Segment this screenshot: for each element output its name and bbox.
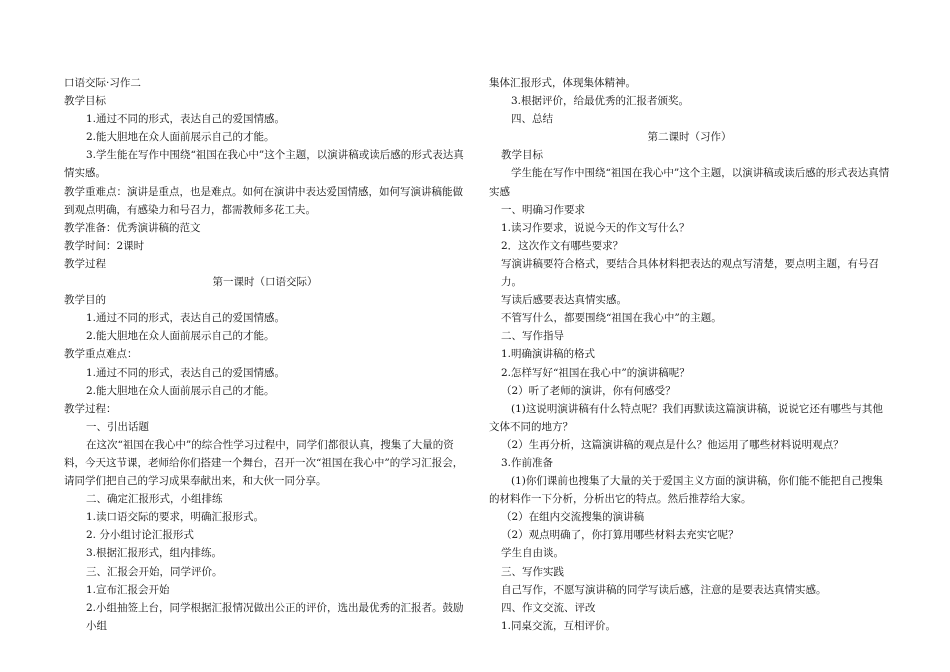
left-paragraph: 在这次“祖国在我心中”的综合性学习过程中，同学们都很认真，搜集了大量的资料，今天这节课，老师给你们搭建一个舞台，召开一次“祖国在我心中”的学习汇报会，请同学们把自己的学习成果奉献出来，和大伙一同分享。 [64,438,464,488]
right-column [489,74,890,635]
right-paragraph: 2．这次作文有哪些要求？ [501,239,624,252]
right-paragraph: 一、明确习作要求 [501,203,585,216]
right-paragraph: 自己写作，不愿写演讲稿的同学写读后感，注意的是要表达真情实感。 [501,583,827,596]
right-paragraph: 二、写作指导 [501,330,564,343]
left-paragraph: 2.小组抽签上台，同学根据汇报情况做出公正的评价，选出最优秀的汇报者。鼓励小组 [86,601,464,632]
right-paragraph: (1)这说明演讲稿有什么特点呢？我们再默读这篇演讲稿，说说它还有哪些与其他文体不同的地方？ [489,402,883,433]
left-paragraph: 2.能大胆地在众人面前展示自己的才能。 [86,131,275,144]
right-paragraph: 写读后感要表达真情实感。 [501,294,627,307]
left-paragraph: 教学过程： [64,402,117,415]
right-paragraph: 第二课时（习作） [647,131,732,144]
right-paragraph: 三、写作实践 [501,565,564,578]
left-paragraph: 二、确定汇报形式，小组排练 [86,493,223,506]
right-paragraph: 3.根据评价，给最优秀的汇报者颁奖。 [511,95,690,108]
right-paragraph: 2.怎样写好“祖国在我心中”的演讲稿呢？ [501,366,690,379]
right-paragraph: 四、作文交流、评改 [501,601,596,614]
left-column [64,74,466,635]
left-paragraph: 教学目标 [64,95,106,108]
left-paragraph: 教学重点难点： [64,348,138,361]
left-paragraph: 第一课时（口语交际） [212,276,318,289]
right-paragraph: （2）生再分析，这篇演讲稿的观点是什么？他运用了哪些材料说明观点？ [501,438,844,451]
left-paragraph: 教学目的 [64,294,106,307]
left-paragraph: 教学过程 [64,257,106,270]
right-paragraph: 四、总结 [511,113,553,126]
right-paragraph: 集体汇报形式，体现集体精神。 [489,77,636,89]
right-paragraph: 学生能在写作中围绕“祖国在我心中”这个主题，以演讲稿或读后感的形式表达真情实感 [489,167,890,198]
right-paragraph: （2）在组内交流搜集的演讲稿 [501,511,645,524]
left-paragraph: 口语交际·习作二 [64,77,141,89]
left-paragraph: 2. 分小组讨论汇报形式 [86,529,194,542]
right-paragraph: (1)你们课前也搜集了大量的关于爱国主义方面的演讲稿，你们能不能把自己搜集的材料作一下分析，分析出它的特点。然后推荐给大家。 [489,475,883,506]
left-paragraph: 1.通过不同的形式，表达自己的爱国情感。 [86,113,286,126]
right-paragraph: 3.作前准备 [501,456,554,469]
right-paragraph: 学生自由谈。 [501,547,564,560]
left-paragraph: 1.读口语交际的要求，明确汇报形式。 [86,511,265,524]
left-paragraph: 1.宣布汇报会开始 [86,583,170,596]
left-paragraph: 教学时间：2课时 [64,239,145,252]
right-paragraph: （2）观点明确了，你打算用哪些材料去充实它呢？ [501,529,739,542]
right-paragraph: 1.读习作要求，说说今天的作文写什么？ [501,221,690,234]
left-paragraph: 1.通过不同的形式，表达自己的爱国情感。 [86,312,286,325]
right-paragraph: 不管写什么，都要围绕“祖国在我心中”的主题。 [501,312,722,325]
right-paragraph: 1.同桌交流，互相评价。 [501,619,617,632]
left-paragraph: 教学重难点：演讲是重点，也是难点。如何在演讲中表达爱国情感，如何写演讲稿能做到观点明确，有感染力和号召力，都需教师多花工夫。 [64,185,463,216]
left-paragraph: 2.能大胆地在众人面前展示自己的才能。 [86,384,275,397]
left-paragraph: 3.根据汇报形式，组内排练。 [86,547,223,560]
left-paragraph: 一、引出话题 [86,420,149,433]
left-paragraph: 1.通过不同的形式，表达自己的爱国情感。 [86,366,286,379]
right-paragraph: 1.明确演讲稿的格式 [501,348,596,361]
right-paragraph: （2）听了老师的演讲，你有何感受？ [501,384,676,397]
right-paragraph: 教学目标 [501,149,543,162]
left-paragraph: 教学准备：优秀演讲稿的范文 [64,221,201,234]
left-paragraph: 3.学生能在写作中围绕“祖国在我心中”这个主题，以演讲稿或读后感的形式表达真情实感。 [64,149,464,180]
right-paragraph: 写演讲稿要符合格式，要结合具体材料把表达的观点写清楚，要点明主题，有号召力。 [501,257,879,289]
left-paragraph: 三、汇报会开始，同学评价。 [86,565,223,578]
left-paragraph: 2.能大胆地在众人面前展示自己的才能。 [86,330,275,343]
